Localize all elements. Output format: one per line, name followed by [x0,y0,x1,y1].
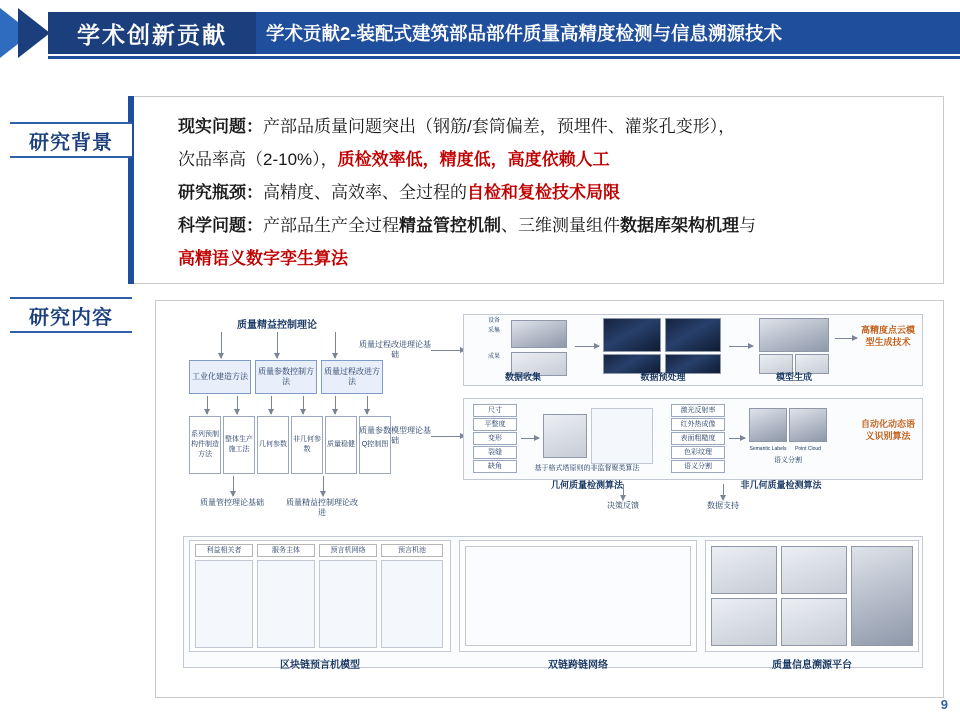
research-background-text [178,110,930,275]
row1-arrow-1 [575,346,599,347]
section-label-research-background: 研究背景 [10,122,132,158]
page-title: 学术贡献2-装配式建筑部品部件质量高精度检测与信息溯源技术 [266,23,782,44]
theory-leaf-5: Q控制图 [359,416,391,474]
row2-feature-right-1: 红外热成像 [671,418,725,431]
row2-cluster-matrix [591,408,653,464]
row2-arrow-1 [521,438,539,439]
link-arrow-2 [233,476,234,496]
row3-crosschain-network [465,546,691,646]
link-arrow-0 [431,350,465,351]
theory-leaf-3: 非几何参数 [291,416,323,474]
row2-feature-right-0: 激光反射率 [671,404,725,417]
row3-panel1-col-2 [319,560,377,648]
row3-panel1-header-1: 服务主体 [257,544,315,557]
technical-route-diagram [163,308,936,690]
row1-device-photo [511,320,567,348]
background-line-4-text-c: 、三维测量组件 [501,216,620,235]
row3-platform-photo-b [781,546,847,594]
row1-arrow-3 [835,338,857,339]
row1-caption-preprocess: 数据预处理 [640,372,686,382]
row1-preprocess-photo-c [665,318,721,352]
theory-leaf-2: 几何参数 [257,416,289,474]
row1-preprocess-photo-a [603,318,661,352]
link-label-1: 质量参数模型理论基础 [359,426,431,445]
slide-header [0,0,960,62]
background-line-2-text: 次品率高（2-10%）， [178,150,338,169]
row2-feature-3: 裂缝 [473,446,517,459]
section-label-research-content: 研究内容 [10,297,132,333]
row3-caption-platform: 质量信息溯源平台 [772,660,852,671]
theory-leaf-arrow-0 [207,396,208,414]
theory-leaf-arrow-5 [367,396,368,414]
row2-feature-right-3: 色彩纹理 [671,446,725,459]
background-line-4 [178,209,930,242]
row2-semantic-photo-b [789,408,827,442]
row2-arrow-2 [729,438,745,439]
theory-title: 质量精益控制理论 [237,320,317,331]
row1-side-note: 高精度点云模型生成技术 [860,325,915,347]
row2-algorithm-label: 基于格式塔原则的非监督聚类算法 [534,465,640,472]
theory-leaf-arrow-2 [271,396,272,414]
background-line-4-bold-d: 数据库架构机理 [620,216,739,235]
background-line-3-text: 高精度、高效率、全过程的 [263,183,467,202]
link-label-0: 质量过程改进理论基础 [359,340,431,359]
link-arrow-1 [431,436,465,437]
row3-platform-photo-e [781,598,847,646]
background-line-2-highlight: 质检效率低，精度低，高度依赖人工 [337,150,610,169]
link-arrow-3 [323,476,324,496]
row1-sub-label-1: 采集 [487,328,500,334]
background-line-3-label: 研究瓶颈： [178,183,263,202]
theory-leaf-arrow-3 [303,396,304,414]
row1-sub-label-0: 设备 [487,318,500,324]
theory-arrow-1 [221,332,222,358]
theory-node-2: 质量过程改进方法 [321,360,383,394]
background-line-2 [178,143,930,176]
row3-platform-photo-a [711,546,777,594]
row3-panel1-header-3: 预言机池 [381,544,443,557]
row2-feature-2: 变形 [473,432,517,445]
link-label-4: 决策反馈 [607,501,639,510]
row2-mini-label-2: 语义分割 [774,457,802,464]
background-line-3 [178,176,930,209]
background-line-4-text-a: 产部品生产全过程 [263,216,399,235]
row3-panel1-header-2: 预言机网络 [319,544,377,557]
row1-sub-label-2: 成果 [487,354,500,360]
background-line-1-label: 现实问题： [178,117,263,136]
theory-node-1: 质量参数控制方法 [255,360,317,394]
header-badge-label: 学术创新贡献 [77,21,227,48]
row2-caption-left: 几何质量检测算法 [550,480,623,490]
theory-leaf-arrow-4 [335,396,336,414]
theory-leaf-0: 系列预制构件制造方法 [189,416,221,474]
link-label-3: 质量精益控制理论改进 [286,498,358,517]
row3-panel1-col-3 [381,560,443,648]
theory-leaf-1: 整体生产施工法 [223,416,255,474]
link-label-2: 质量管控理论基础 [200,498,264,507]
row1-caption-model: 模型生成 [775,372,812,382]
background-line-1-text: 产部品质量问题突出（钢筋/套筒偏差，预埋件、灌浆孔变形）， [263,117,736,136]
row3-caption-oracle: 区块链预言机模型 [280,660,360,671]
chevron-decoration-inner-icon [18,8,50,58]
theory-arrow-3 [335,332,336,358]
row3-panel1-col-0 [195,560,253,648]
row2-feature-right-4: 语义分割 [671,460,725,473]
background-line-4-label: 科学问题： [178,216,263,235]
theory-leaf-arrow-1 [237,396,238,414]
background-line-3-highlight: 自检和复检技术局限 [467,183,620,202]
row1-caption-collection: 数据收集 [504,372,541,382]
row3-platform-photo-d [711,598,777,646]
row2-feature-0: 尺寸 [473,404,517,417]
header-underline [48,56,960,59]
row3-platform-photo-c [851,546,913,646]
row3-panel1-header-0: 利益相关者 [195,544,253,557]
row2-side-note: 自动化动态语义识别算法 [860,419,915,441]
header-badge [48,12,256,54]
row2-mini-label-1: Point Cloud [795,446,821,452]
link-label-5: 数据支持 [707,501,739,510]
theory-node-0: 工业化建造方法 [189,360,251,394]
row2-feature-right-2: 表面粗糙度 [671,432,725,445]
theory-arrow-2 [277,332,278,358]
background-line-1 [178,110,930,143]
background-line-4-bold-b: 精益管控机制 [399,216,501,235]
background-line-5 [178,242,930,275]
row2-mini-label-0: Semantic Labels [749,446,787,452]
row1-model-photo-a [759,318,829,352]
row3-caption-crosschain: 双链跨链网络 [548,660,608,671]
row2-feature-1: 平整度 [473,418,517,431]
background-line-4-text-e: 与 [739,216,756,235]
row3-panel1-col-1 [257,560,315,648]
row2-semantic-photo-a [749,408,787,442]
row2-caption-right: 非几何质量检测算法 [740,480,822,490]
background-line-5-highlight: 高精语义数字孪生算法 [178,249,348,268]
row1-arrow-2 [729,346,753,347]
theory-leaf-4: 质量稳健 [325,416,357,474]
row2-cluster-illustration [543,414,587,458]
slide-page-number: 9 [940,697,948,712]
row2-feature-4: 缺角 [473,460,517,473]
